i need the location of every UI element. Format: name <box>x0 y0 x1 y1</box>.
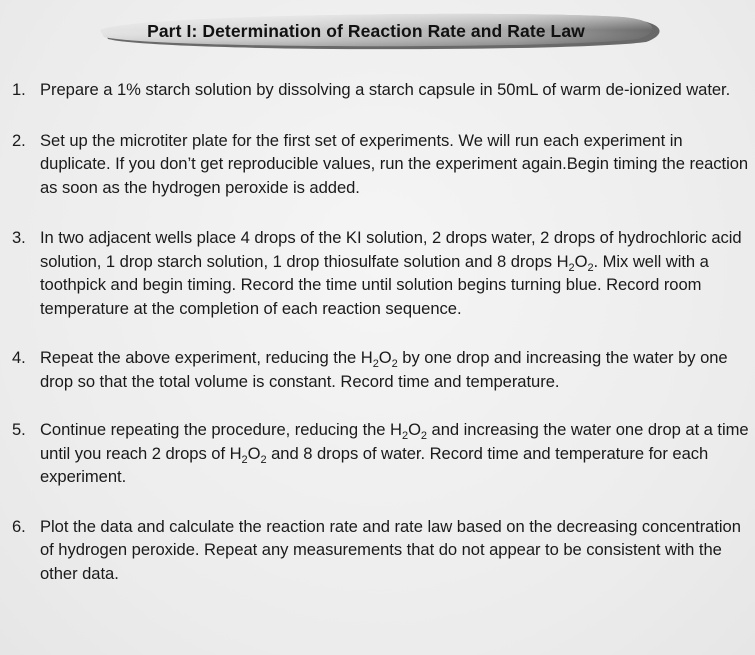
subscript: 2 <box>372 358 379 370</box>
step-text-part: Continue repeating the procedure, reducing the H <box>40 420 402 439</box>
step-text-part: and 8 drops of water. Record time and temperature for each experiment. <box>40 443 709 486</box>
subscript: 2 <box>587 261 594 274</box>
step-text: Prepare a 1% starch solution by dissolving a starch capsule in 50mL of warm de-ionized water. <box>40 80 731 99</box>
step-text-part: O <box>408 420 421 439</box>
step-text-part: O <box>574 251 588 271</box>
subscript: 2 <box>568 261 575 274</box>
step-text-part: O <box>247 443 261 463</box>
subscript: 2 <box>401 430 409 442</box>
step-text <box>40 418 752 489</box>
step-text-part: In two adjacent wells place 4 drops of the KI solution, 2 drops water, 2 drops of hydrochloric acid solution, 1 drop starch solution, 1 drop thiosulfate solution and 8 drops H <box>40 228 742 271</box>
procedure-step-3 <box>12 226 752 320</box>
step-number: 5. <box>12 420 26 439</box>
step-text-part: by one drop and increasing the water by one drop so that the total volume is constant. Record time and temperature. <box>40 348 728 391</box>
step-text-part: O <box>378 348 392 367</box>
step-number: 6. <box>12 516 26 536</box>
step-number: 3. <box>12 228 26 247</box>
step-text-part: Repeat the above experiment, reducing the H <box>40 348 373 367</box>
step-text <box>40 346 752 393</box>
step-text-part: and increasing the water one drop at a time until you reach 2 drops of H <box>40 420 749 463</box>
procedure-step-2 <box>12 129 752 200</box>
procedure-step-6 <box>12 515 752 586</box>
step-number: 1. <box>12 80 26 99</box>
procedure-step-list <box>12 78 752 585</box>
subscript: 2 <box>420 430 427 442</box>
step-text: Plot the data and calculate the reaction rate and rate law based on the decreasing concentration of hydrogen peroxide. Repeat any measurements that do not appear to be consistent with the other data. <box>40 516 741 583</box>
subscript: 2 <box>391 358 398 370</box>
step-text-part: . Mix well with a toothpick and begin timing. Record the time until solution begins turning blue. Record room temperature at the completion of each reaction sequence. <box>40 251 709 318</box>
section-header-banner <box>98 12 666 54</box>
step-number: 2. <box>12 130 26 150</box>
step-text: Set up the microtiter plate for the first set of experiments. We will run each experiment in duplicate. If you don’t get reproducible values, run the experiment again.Begin timing the reaction as soon as the hydrogen peroxide is added. <box>40 130 749 197</box>
subscript: 2 <box>260 453 267 466</box>
procedure-step-1 <box>12 78 752 102</box>
page-title: Part I: Determination of Reaction Rate and Rate Law <box>147 21 585 41</box>
procedure-step-4 <box>12 346 752 393</box>
procedure-step-5 <box>12 418 752 489</box>
subscript: 2 <box>241 453 248 466</box>
step-number: 4. <box>12 348 26 367</box>
step-text <box>40 226 752 320</box>
